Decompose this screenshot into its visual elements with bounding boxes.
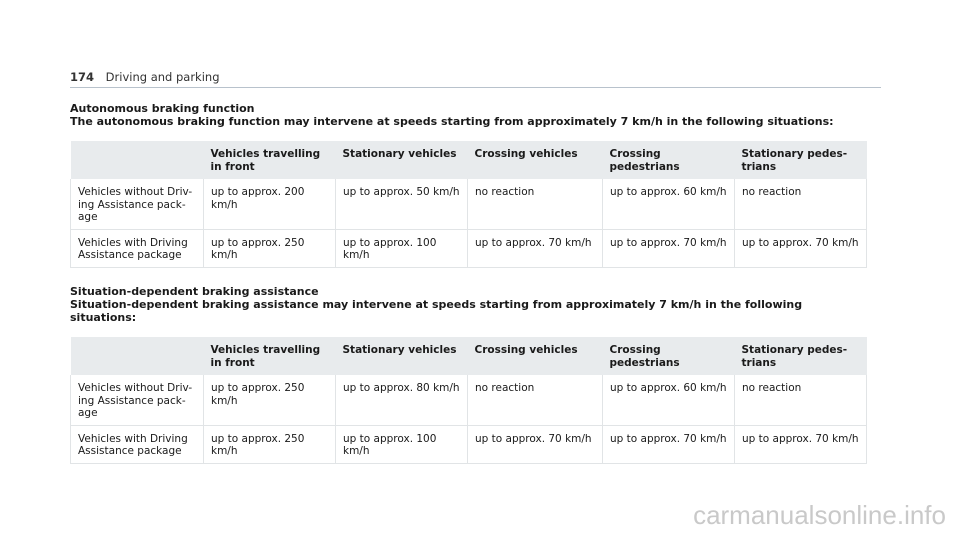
header-cell: Crossing vehicles <box>468 337 603 375</box>
table-cell: Vehicles without Driv-ing Assistance pack-age <box>71 179 204 229</box>
table-cell: no reaction <box>735 179 867 229</box>
table-cell: no reaction <box>468 179 603 229</box>
table-row <box>71 229 867 267</box>
section-title: Situation-dependent braking assistance <box>70 285 319 298</box>
table-row <box>71 179 867 229</box>
table-cell: up to approx. 70 km/h <box>735 229 867 267</box>
table-cell: up to approx. 60 km/h <box>603 179 735 229</box>
table-cell: Vehicles with Driving Assistance package <box>71 229 204 267</box>
section-subtitle: The autonomous braking function may intervene at speeds starting from approximately 7 km/h in the following situations: <box>70 115 834 128</box>
table-header-row <box>71 337 867 375</box>
section-subtitle: Situation-dependent braking assistance may intervene at speeds starting from approximately 7 km/h in the following situations: <box>70 298 803 324</box>
table-cell: up to approx. 100 km/h <box>336 229 468 267</box>
header-cell: Vehicles travelling in front <box>204 337 336 375</box>
header-cell <box>71 337 204 375</box>
header-cell: Stationary vehicles <box>336 141 468 179</box>
header-cell: Stationary pedes-trians <box>735 337 867 375</box>
table-cell: up to approx. 70 km/h <box>603 425 735 463</box>
table-cell: up to approx. 70 km/h <box>603 229 735 267</box>
table-cell: up to approx. 60 km/h <box>603 375 735 425</box>
page-header <box>70 70 881 88</box>
header-cell: Crossing vehicles <box>468 141 603 179</box>
table-cell: Vehicles with Driving Assistance package <box>71 425 204 463</box>
table-row <box>71 375 867 425</box>
header-cell <box>71 141 204 179</box>
situation-dependent-braking-table <box>70 337 867 464</box>
watermark: carmanualsonline.info <box>693 500 946 530</box>
header-cell: Stationary vehicles <box>336 337 468 375</box>
situation-dependent-braking-section <box>70 285 866 464</box>
table-row <box>71 425 867 463</box>
section-title: Autonomous braking function <box>70 102 255 115</box>
table-header-row <box>71 141 867 179</box>
table-cell: no reaction <box>735 375 867 425</box>
table-cell: up to approx. 70 km/h <box>735 425 867 463</box>
table-cell: up to approx. 200 km/h <box>204 179 336 229</box>
table-cell: up to approx. 70 km/h <box>468 229 603 267</box>
header-cell: Stationary pedes-trians <box>735 141 867 179</box>
table-cell: up to approx. 100 km/h <box>336 425 468 463</box>
header-cell: Crossing pedestrians <box>603 337 735 375</box>
table-cell: up to approx. 80 km/h <box>336 375 468 425</box>
table-cell: up to approx. 50 km/h <box>336 179 468 229</box>
header-cell: Vehicles travelling in front <box>204 141 336 179</box>
table-cell: up to approx. 250 km/h <box>204 375 336 425</box>
table-cell: up to approx. 250 km/h <box>204 425 336 463</box>
table-cell: up to approx. 70 km/h <box>468 425 603 463</box>
autonomous-braking-section <box>70 102 866 268</box>
table-cell: up to approx. 250 km/h <box>204 229 336 267</box>
table-cell: no reaction <box>468 375 603 425</box>
table-cell: Vehicles without Driv-ing Assistance pack-age <box>71 375 204 425</box>
header-cell: Crossing pedestrians <box>603 141 735 179</box>
autonomous-braking-table <box>70 141 867 268</box>
chapter-title: Driving and parking <box>105 70 220 84</box>
page-number: 174 <box>70 70 95 84</box>
